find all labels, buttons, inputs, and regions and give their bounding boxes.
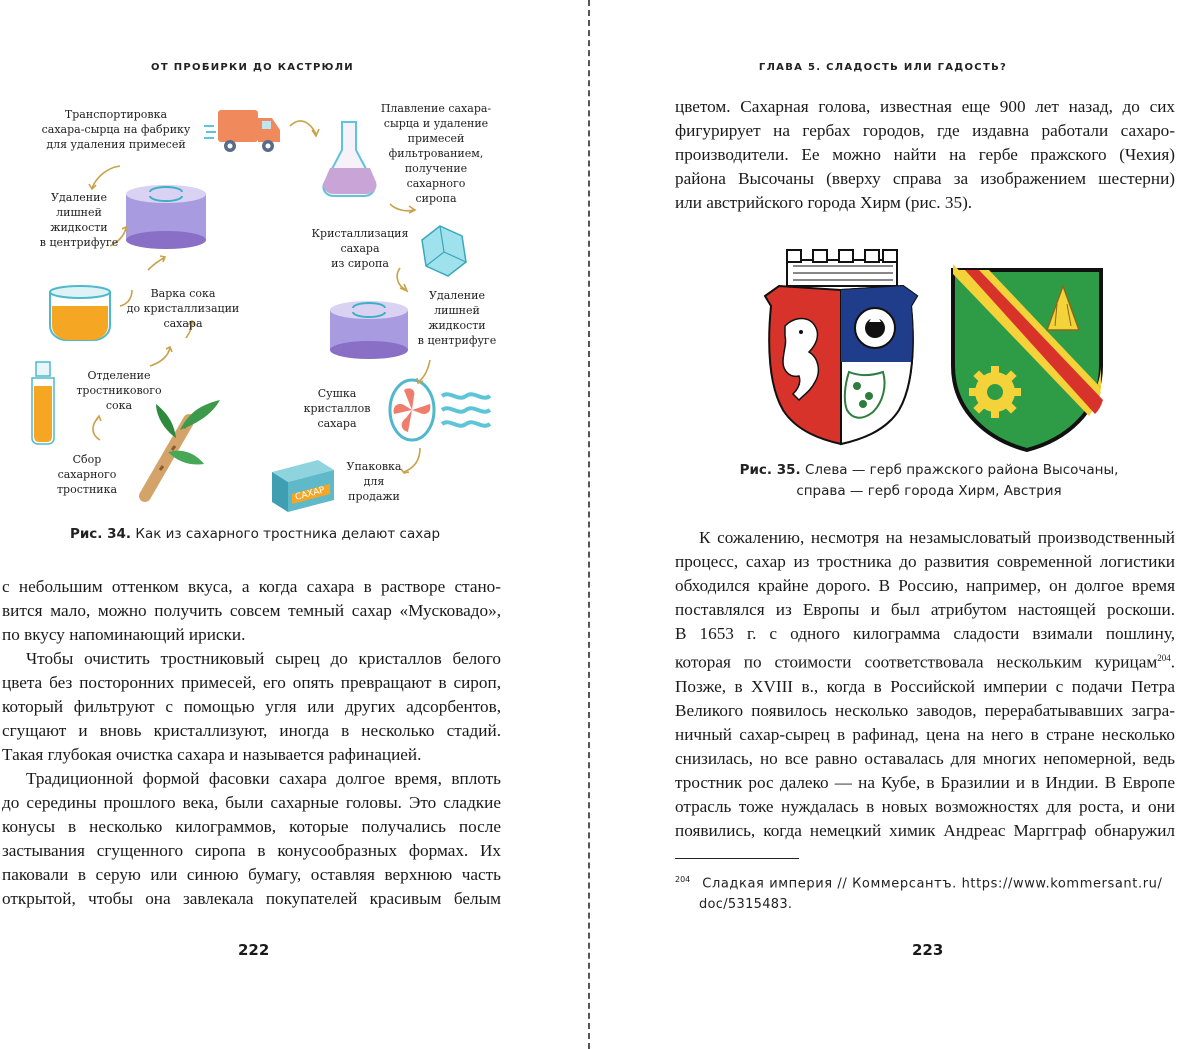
text-line: района Высочаны (вверху справа за изображением шестерни) xyxy=(675,169,1175,188)
text-line: обходился крайне дорого. В Россию, например, он долгое время xyxy=(675,576,1175,595)
label-crystallization: Кристаллизация сахара из сиропа xyxy=(311,227,409,270)
text-line: фигурирует на гербах городов, где издавна работали сахаро- xyxy=(675,121,1175,140)
left-page xyxy=(0,0,588,1049)
text-line: с небольшим оттенком вкуса, а когда сахара в растворе стано- xyxy=(2,577,501,596)
caption-line-2: справа — герб города Хирм, Австрия xyxy=(796,483,1062,499)
label-harvest: Сбор сахарного тростника xyxy=(56,453,118,496)
gear-icon xyxy=(855,308,895,348)
castle-crown-icon xyxy=(787,250,897,286)
page-number-right: 223 xyxy=(912,941,944,959)
text-line: который фильтруют с помощью угля или других адсорбентов, xyxy=(2,697,501,716)
footnote-text-cont[interactable]: doc/5315483. xyxy=(699,897,793,913)
boiling-pot-icon xyxy=(50,286,110,340)
juice-bottle-icon xyxy=(32,362,54,444)
text-line: которая по стоимости соответствовала нескольким курицам xyxy=(675,652,1158,672)
label-transport: Транспортировка сахара-сырца на фабрику для удаления примесей xyxy=(41,108,191,151)
footnote-reference[interactable]: 204 xyxy=(1157,653,1171,663)
right-body-text-main xyxy=(675,526,1175,843)
caption-line-1: Слева — герб пражского района Высочаны, xyxy=(804,462,1119,478)
sugar-process-diagram xyxy=(0,0,588,520)
footnote-number: 204 xyxy=(675,875,691,884)
page-number-left: 222 xyxy=(238,941,270,959)
text-line: до середины прошлого века, были сахарные головы. Это сладкие xyxy=(2,793,501,812)
text-line: тростник рос далеко — на Кубе, в Бразилии и в Индии. В Европе xyxy=(675,772,1175,792)
text-line: Великого появилось несколько заводов, перерабатывавших загра- xyxy=(675,700,1175,720)
text-line: конусы в несколько килограммов, которые получались после xyxy=(2,817,501,836)
text-line: вится мало, можно получить совсем темный сахар «Мусковадо», xyxy=(2,601,501,620)
text-line: цветом. Сахарная голова, известная еще 900 лет назад, до сих xyxy=(675,97,1175,116)
text-line: паковали в серую или синюю бумагу, оставляя верхнюю часть xyxy=(2,865,501,884)
label-separation: Отделение тростникового сока xyxy=(76,369,162,412)
vysocany-coat-of-arms xyxy=(757,246,927,446)
figure-34-caption xyxy=(40,526,470,542)
label-melting: Плавление сахара- сырца и удаление примесей фильтрованием, получение сахарного сиропа xyxy=(380,102,492,205)
footnote-rule xyxy=(675,858,799,859)
box-label: САХАР xyxy=(294,485,326,503)
right-body-text-top xyxy=(675,95,1175,215)
text-line: процесс, сахар из тростника до развития современной логистики xyxy=(675,552,1175,571)
footnote xyxy=(675,869,1175,915)
text-line: К сожалению, несмотря на незамысловатый производственный xyxy=(699,528,1175,547)
caption-label: Рис. 35. xyxy=(739,462,801,478)
text-line: отрасль тоже нуждалась в новых возможностях для роста, и они xyxy=(675,796,1175,816)
text-line: сгущают и вновь кристаллизуют, иногда в несколько стадий. xyxy=(2,721,501,740)
figure-35-caption xyxy=(699,460,1159,502)
flask-icon xyxy=(323,122,376,196)
text-line: цвета без посторонних примесей, его опять превращают в сироп, xyxy=(2,673,501,692)
right-page xyxy=(589,0,1177,1049)
caption-text: Как из сахарного тростника делают сахар xyxy=(135,526,441,542)
text-line: Чтобы очистить тростниковый сырец до кристаллов белого xyxy=(26,649,501,668)
text-line: производители. Ее можно найти на гербе пражского (Чехия) xyxy=(675,145,1175,164)
text-line: Такая глубокая очистка сахара и называется рафинацией. xyxy=(2,745,422,764)
text-line: по вкусу напоминающий ириски. xyxy=(2,625,246,644)
running-head-right: ГЛАВА 5. СЛАДОСТЬ ИЛИ ГАДОСТЬ? xyxy=(758,62,1008,73)
caption-label: Рис. 34. xyxy=(69,526,132,542)
crystal-icon xyxy=(422,226,466,276)
text-line-with-footnote: которая по стоимости соответствовала нескольким курицам$^{204}$. xyxy=(675,652,1175,672)
text-line: ничный сахар-сырец в рафинад, цена на него в стране несколько xyxy=(675,724,1175,744)
text-line: поставлялся из Европы и был атрибутом настоящей роскоши. xyxy=(675,600,1175,619)
centrifuge-icon xyxy=(126,185,206,249)
text-line: Традиционной формой фасовки сахара долгое время, вплоть xyxy=(26,769,501,788)
label-remove-liquid-2: Удаление лишней жидкости в центрифуге xyxy=(417,289,497,347)
fan-dryer-icon xyxy=(390,380,490,440)
text-line: появились, когда немецкий химик Андреас Маргграф обнаружил xyxy=(675,820,1175,840)
text-line: снизилась, но все равно оставалась для многих непомерной, ведь xyxy=(675,748,1175,768)
text-line: или австрийского города Хирм (рис. 35). xyxy=(675,193,973,212)
running-head-left: ОТ ПРОБИРКИ ДО КАСТРЮЛИ xyxy=(151,62,354,73)
label-boiling: Варка сока до кристаллизации сахара xyxy=(126,287,240,330)
text-line: застывания сгущенного сиропа в конусообразных формах. Их xyxy=(2,841,501,860)
text-line: Позже, в XVIII в., когда в Российской империи с подачи Петра xyxy=(675,676,1175,696)
label-packing: Упаковка для продажи xyxy=(346,460,402,503)
sugar-cane-icon xyxy=(145,400,220,496)
label-remove-liquid-1: Удаление лишней жидкости в центрифуге xyxy=(39,191,119,249)
label-drying: Сушка кристаллов сахара xyxy=(303,387,371,430)
hirm-coat-of-arms xyxy=(947,264,1107,454)
footnote-text[interactable]: Сладкая империя // Коммерсантъ. https://www.kommersant.ru/ xyxy=(702,876,1163,892)
text-line: открытой, чтобы она завлекала покупателей красивым белым xyxy=(2,889,501,908)
left-body-text xyxy=(2,575,501,911)
text-line: В 1653 г. с одного килограмма сладости взимали пошлину, xyxy=(675,624,1175,643)
gear-icon xyxy=(969,366,1021,418)
truck-icon xyxy=(204,110,280,152)
sugar-box-icon xyxy=(272,460,334,512)
centrifuge-icon-2 xyxy=(330,301,408,359)
